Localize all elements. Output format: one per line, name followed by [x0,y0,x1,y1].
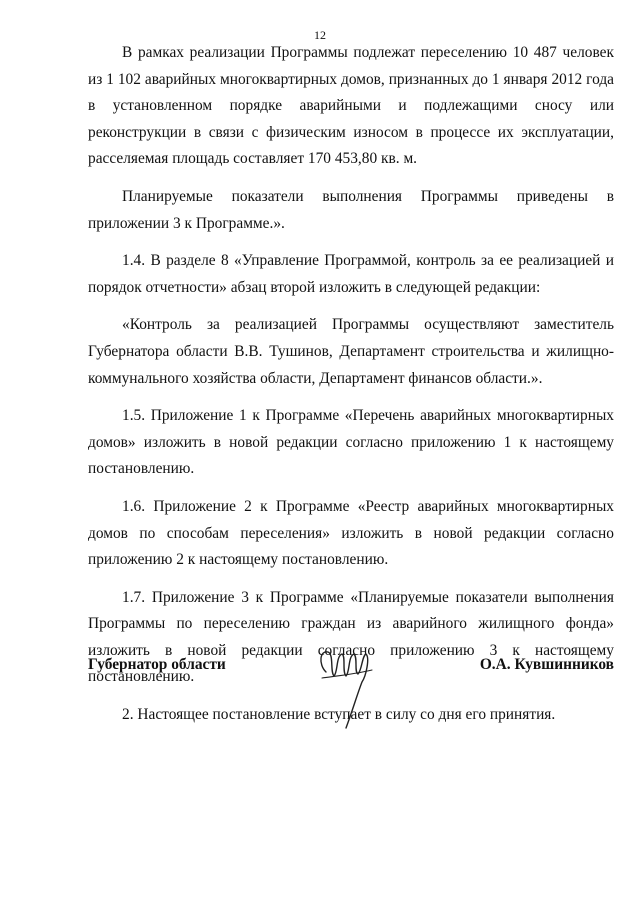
paragraph: В рамках реализации Программы подлежат переселению 10 487 человек из 1 102 аварийных многоквартирных домов, признанных до 1 января 2012 года в установленном порядке аварийными и подлежащими сносу или реконструкции в связи с физическим износом в процессе их эксплуатации, расселяемая площадь составляет 170 453,80 кв. м. [88,44,614,168]
paragraph: 1.5. Приложение 1 к Программе «Перечень аварийных многоквартирных домов» изложить в новой редакции согласно приложению 1 к настоящему постановлению. [88,407,614,478]
signatory-title: Губернатор области [88,656,226,673]
page-number: 12 [314,28,326,42]
document-body [88,40,614,740]
paragraph: 1.7. Приложение 3 к Программе «Планируемые показатели выполнения Программы по переселению граждан из аварийного жилищного фонда» изложить в новой редакции согласно приложению 3 к настоящему постановлению. [88,588,614,686]
paragraph: Планируемые показатели выполнения Программы приведены в приложении 3 к Программе.». [88,187,614,232]
paragraph: 1.6. Приложение 2 к Программе «Реестр аварийных многоквартирных домов по способам переселения» изложить в новой редакции согласно приложению 2 к настоящему постановлению. [88,497,614,569]
signatory-name: О.А. Кувшинников [479,656,614,673]
signature-block [88,652,614,742]
handwritten-signature-icon [316,642,376,732]
paragraph: 2. Настоящее постановление вступает в силу со дня его принятия. [122,706,556,724]
paragraph: 1.4. В разделе 8 «Управление Программой, контроль за ее реализацией и порядок отчетности» абзац второй изложить в следующей редакции: [88,252,614,296]
paragraph: «Контроль за реализацией Программы осуществляют заместитель Губернатора области В.В. Тушинов, Департамент строительства и жилищно-коммунального хозяйства области, Департамент финансов области.». [88,316,614,387]
